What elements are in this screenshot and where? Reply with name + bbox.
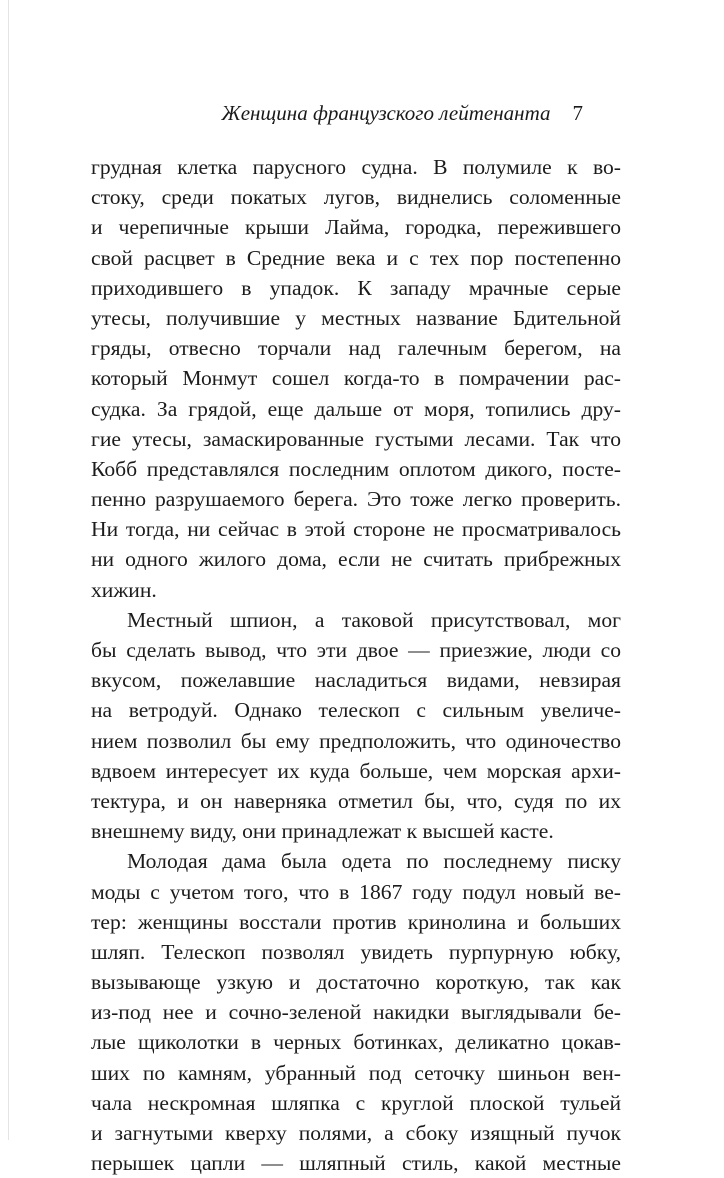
page-number: 7 [572,101,583,125]
text-line: перышек цапли — шляпный стиль, какой местные [91,1151,621,1176]
paragraph [91,605,621,847]
text-line: нием позволил бы ему предположить, что одиночество [91,728,621,753]
text-line: пенно разрушаемого берега. Это тоже легко проверить. [91,487,621,512]
text-line: моды с учетом того, что в 1867 году подул новый ве- [91,879,621,904]
text-line: из-под нее и сочно-зеленой накидки выглядывали бе- [91,1000,621,1025]
text-line: грудная клетка парусного судна. В полумиле к во- [91,155,621,179]
text-line: на ветродуй. Однако телескоп с сильным увеличе- [91,698,621,723]
text-line: и загнутыми кверху полями, а сбоку изящный пучок [91,1121,621,1145]
text-line: вдвоем интересует их куда больше, чем морская архи- [91,758,621,783]
paragraph [91,152,621,605]
book-page [8,0,724,1176]
text-line: внешнему виду, они принадлежат к высшей касте. [91,819,554,844]
text-line: Местный шпион, а таковой присутствовал, мог [127,607,621,632]
text-line: Кобб представлялся последним оплотом дикого, посте- [91,456,621,481]
text-line: приходившего в упадок. К западу мрачные серые [91,275,621,300]
text-line: который Монмут сошел когда-то в помрачении рас- [91,366,621,391]
text-line: гряды, отвесно торчали над галечным берегом, на [91,336,621,361]
text-line: Ни тогда, ни сейчас в этой стороне не просматривалось [91,517,621,542]
running-head-title: Женщина французского лейтенанта [221,101,551,125]
text-line: бы сделать вывод, что эти двое — приезжие, люди со [91,638,621,662]
text-line: тер: женщины восстали против кринолина и больших [91,909,621,934]
body-text [91,152,621,1178]
text-line: лые щиколотки в черных ботинках, деликатно цокав- [91,1030,621,1055]
text-line: Молодая дама была одета по последнему писку [127,849,621,874]
text-line: хижин. [91,577,157,602]
running-head [221,101,583,126]
paragraph [91,846,621,1178]
text-line: утесы, получившие у местных название Бдительной [91,305,621,330]
text-line: и черепичные крыши Лайма, городка, пережившего [91,215,621,240]
text-line: чала нескромная шляпка с круглой плоской тульей [91,1090,621,1115]
text-line: стоку, среди покатых лугов, виднелись соломенные [91,185,621,210]
text-line: гие утесы, замаскированные густыми лесами. Так что [91,426,621,451]
text-line: шляп. Телескоп позволял увидеть пурпурную юбку, [91,939,621,964]
text-line: ших по камням, убранный под сеточку шиньон вен- [91,1060,621,1085]
text-line: тектура, и он наверняка отметил бы, что, судя по их [91,788,621,813]
text-line: вкусом, пожелавшие насладиться видами, невзирая [91,668,621,693]
text-line: вызывающе узкую и достаточно короткую, так как [91,970,621,995]
text-line: свой расцвет в Средние века и с тех пор постепенно [91,245,621,270]
text-line: ни одного жилого дома, если не считать прибрежных [91,547,621,572]
text-line: судка. За грядой, еще дальше от моря, топились дру- [91,396,621,421]
